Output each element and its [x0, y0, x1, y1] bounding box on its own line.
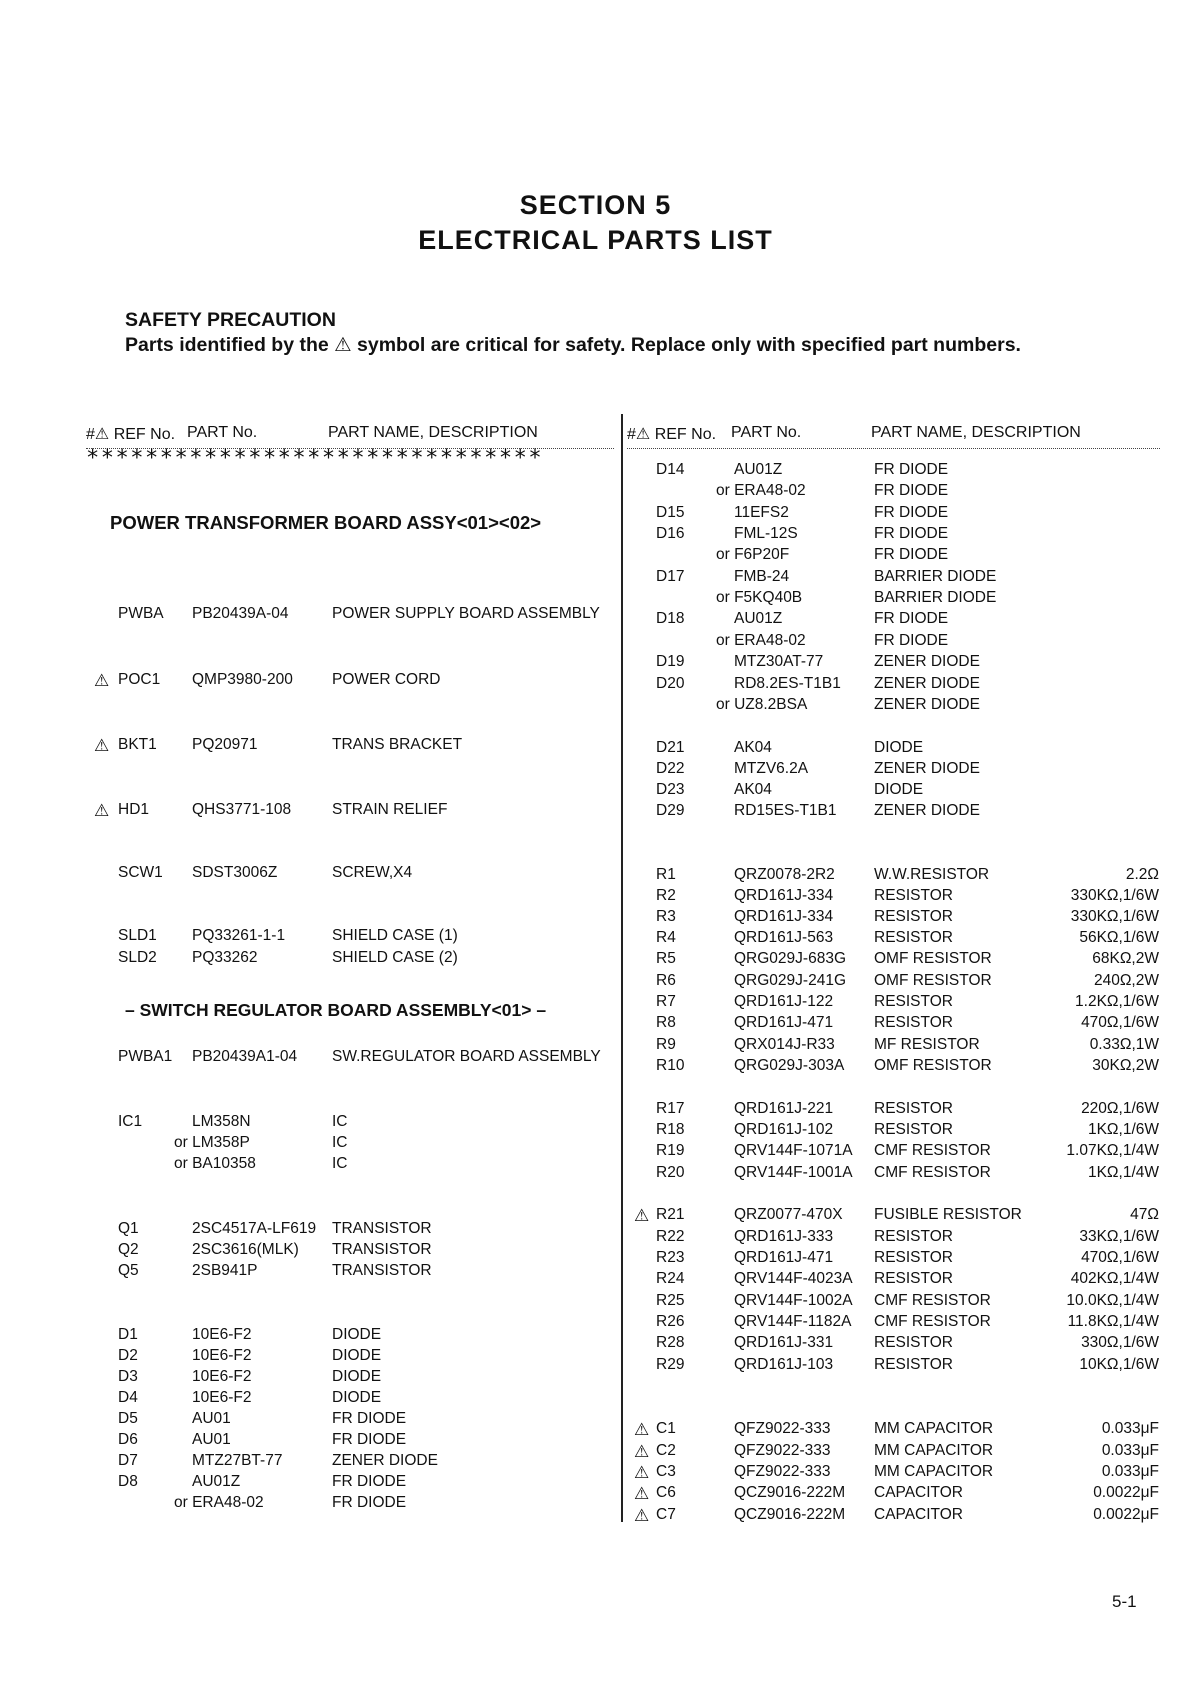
- safety-mark-icon: ⚠: [634, 1442, 650, 1461]
- part-number: or BA10358: [174, 1155, 256, 1172]
- part-description: FR DIODE: [874, 546, 949, 563]
- ref-number: R18: [656, 1121, 685, 1138]
- part-description: FR DIODE: [874, 504, 949, 521]
- part-number: or ERA48-02: [174, 1494, 264, 1511]
- ref-number: C6: [656, 1484, 676, 1501]
- ref-number: R4: [656, 929, 676, 946]
- part-description: FR DIODE: [874, 610, 949, 627]
- part-number: QRG029J-241G: [734, 972, 846, 989]
- part-description: FR DIODE: [874, 461, 949, 478]
- part-description: SCREW,X4: [332, 864, 413, 881]
- ref-number: D20: [656, 675, 685, 692]
- part-number: 2SC4517A-LF619: [192, 1220, 317, 1237]
- ref-number: C7: [656, 1506, 676, 1523]
- part-value: 470Ω,1/6W: [1081, 1014, 1159, 1031]
- part-value: 330KΩ,1/6W: [1070, 908, 1159, 925]
- part-description: FR DIODE: [874, 482, 949, 499]
- part-description: STRAIN RELIEF: [332, 801, 448, 818]
- part-description: CMF RESISTOR: [874, 1164, 991, 1181]
- part-number: QFZ9022-333: [734, 1463, 831, 1480]
- col-desc-header: PART NAME, DESCRIPTION: [871, 424, 1081, 441]
- part-number: QFZ9022-333: [734, 1420, 831, 1437]
- part-number: QRD161J-563: [734, 929, 834, 946]
- part-value: 470Ω,1/6W: [1081, 1249, 1159, 1266]
- ref-number: R9: [656, 1036, 676, 1053]
- part-description: BARRIER DIODE: [874, 568, 997, 585]
- table-row: [634, 739, 1159, 760]
- table-row: [634, 568, 1159, 589]
- part-value: 0.0022μF: [1093, 1484, 1159, 1501]
- ref-number: Q5: [118, 1262, 139, 1279]
- part-description: SHIELD CASE (2): [332, 949, 458, 966]
- table-row: [634, 908, 1159, 929]
- part-number: QRZ0078-2R2: [734, 866, 835, 883]
- safety-mark-icon: ⚠: [634, 1506, 650, 1525]
- ref-number: Q1: [118, 1220, 139, 1237]
- part-description: DIODE: [332, 1368, 382, 1385]
- part-value: 11.8KΩ,1/4W: [1067, 1313, 1159, 1330]
- ref-number: Q2: [118, 1241, 139, 1258]
- table-row: [634, 866, 1159, 887]
- table-row: [634, 887, 1159, 908]
- ref-number: D2: [118, 1347, 138, 1364]
- safety-mark-icon: ⚠: [634, 1206, 650, 1225]
- table-row: [634, 1270, 1159, 1291]
- part-number: PQ20971: [192, 736, 258, 753]
- table-row: [634, 461, 1159, 482]
- ref-number: D22: [656, 760, 685, 777]
- subsection-title: – SWITCH REGULATOR BOARD ASSEMBLY<01> –: [125, 1000, 547, 1020]
- part-description: TRANS BRACKET: [332, 736, 463, 753]
- part-description: FR DIODE: [874, 525, 949, 542]
- table-row: [634, 1228, 1159, 1249]
- part-number: or ERA48-02: [716, 482, 806, 499]
- part-value: 1KΩ,1/4W: [1087, 1164, 1159, 1181]
- part-value: 330KΩ,1/6W: [1070, 887, 1159, 904]
- part-number: FMB-24: [734, 568, 790, 585]
- ref-number: R22: [656, 1228, 685, 1245]
- part-description: MM CAPACITOR: [874, 1463, 994, 1480]
- part-number: SDST3006Z: [192, 864, 278, 881]
- part-description: FR DIODE: [332, 1410, 407, 1427]
- table-row: [634, 1442, 1159, 1463]
- ref-number: D19: [656, 653, 685, 670]
- ref-number: POC1: [118, 671, 161, 688]
- ref-number: D6: [118, 1431, 138, 1448]
- ref-number: R29: [656, 1356, 685, 1373]
- part-value: 68KΩ,2W: [1092, 950, 1159, 967]
- part-number: 2SC3616(MLK): [192, 1241, 299, 1258]
- part-number: QRV144F-1182A: [734, 1313, 852, 1330]
- part-description: RESISTOR: [874, 929, 953, 946]
- part-value: 330Ω,1/6W: [1081, 1334, 1159, 1351]
- part-number: PB20439A1-04: [192, 1048, 298, 1065]
- safety-mark-icon: ⚠: [94, 671, 110, 690]
- page-title: ELECTRICAL PARTS LIST: [418, 225, 773, 255]
- col-ref-header: #⚠ REF No.: [86, 426, 176, 443]
- part-description: CAPACITOR: [874, 1506, 963, 1523]
- table-row: [634, 781, 1159, 802]
- part-number: 10E6-F2: [192, 1368, 252, 1385]
- part-description: ZENER DIODE: [874, 675, 980, 692]
- ref-number: R28: [656, 1334, 685, 1351]
- part-value: 47Ω: [1130, 1206, 1159, 1223]
- ref-number: IC1: [118, 1113, 143, 1130]
- table-row: [634, 482, 1159, 503]
- table-row: [634, 1121, 1159, 1142]
- part-description: POWER CORD: [332, 671, 441, 688]
- part-number: PB20439A-04: [192, 605, 289, 622]
- part-number: AU01: [192, 1410, 231, 1427]
- part-number: AU01Z: [192, 1473, 241, 1490]
- part-number: LM358N: [192, 1113, 251, 1130]
- table-row: [634, 929, 1159, 950]
- part-number: RD15ES-T1B1: [734, 802, 837, 819]
- part-number: or LM358P: [174, 1134, 250, 1151]
- part-number: QRD161J-471: [734, 1249, 834, 1266]
- ref-number: R8: [656, 1014, 676, 1031]
- ref-number: D4: [118, 1389, 138, 1406]
- part-number: AU01Z: [734, 461, 783, 478]
- table-row: [634, 1420, 1159, 1441]
- part-number: MTZ27BT-77: [192, 1452, 283, 1469]
- part-description: CMF RESISTOR: [874, 1142, 991, 1159]
- part-number: FML-12S: [734, 525, 798, 542]
- part-value: 2.2Ω: [1125, 866, 1159, 883]
- part-description: CAPACITOR: [874, 1484, 963, 1501]
- ref-number: R21: [656, 1206, 685, 1223]
- part-number: AU01Z: [734, 610, 783, 627]
- table-row: [634, 972, 1159, 993]
- part-value: 402KΩ,1/4W: [1070, 1270, 1159, 1287]
- part-description: DIODE: [332, 1389, 382, 1406]
- ref-number: R1: [656, 866, 676, 883]
- part-description: DIODE: [332, 1326, 382, 1343]
- part-value: 240Ω,2W: [1093, 972, 1159, 989]
- ref-number: D18: [656, 610, 685, 627]
- part-value: 1KΩ,1/6W: [1087, 1121, 1159, 1138]
- part-description: OMF RESISTOR: [874, 972, 992, 989]
- part-description: IC: [332, 1155, 348, 1172]
- part-description: TRANSISTOR: [332, 1220, 432, 1237]
- part-value: 1.2KΩ,1/6W: [1075, 993, 1159, 1010]
- part-number: or F6P20F: [716, 546, 790, 563]
- part-number: or UZ8.2BSA: [716, 696, 808, 713]
- part-description: SW.REGULATOR BOARD ASSEMBLY: [332, 1048, 601, 1065]
- ref-number: D23: [656, 781, 685, 798]
- part-description: SHIELD CASE (1): [332, 927, 458, 944]
- part-value: 33KΩ,1/6W: [1079, 1228, 1159, 1245]
- part-number: AK04: [734, 739, 772, 756]
- ref-number: SLD1: [118, 927, 157, 944]
- col-desc-header: PART NAME, DESCRIPTION: [328, 424, 538, 441]
- part-description: RESISTOR: [874, 1121, 953, 1138]
- safety-mark-icon: ⚠: [94, 736, 110, 755]
- table-row: [634, 1249, 1159, 1270]
- part-description: BARRIER DIODE: [874, 589, 997, 606]
- safety-mark-icon: ⚠: [634, 1463, 650, 1482]
- table-row: [634, 632, 1159, 653]
- part-number: QRD161J-103: [734, 1356, 834, 1373]
- ref-number: D29: [656, 802, 685, 819]
- part-description: DIODE: [874, 739, 924, 756]
- part-number: QCZ9016-222M: [734, 1484, 846, 1501]
- part-description: ZENER DIODE: [874, 802, 980, 819]
- part-number: 11EFS2: [734, 504, 789, 521]
- part-number: 10E6-F2: [192, 1326, 252, 1343]
- ref-number: D3: [118, 1368, 138, 1385]
- table-row: [634, 950, 1159, 971]
- ref-number: R25: [656, 1292, 685, 1309]
- part-number: PQ33262: [192, 949, 258, 966]
- ref-number: D8: [118, 1473, 138, 1490]
- part-number: QRV144F-4023A: [734, 1270, 853, 1287]
- safety-mark-icon: ⚠: [94, 801, 110, 820]
- part-description: TRANSISTOR: [332, 1262, 432, 1279]
- table-row: [634, 1164, 1159, 1185]
- part-number: QRD161J-334: [734, 887, 834, 904]
- part-value: 220Ω,1/6W: [1081, 1100, 1159, 1117]
- part-number: MTZ30AT-77: [734, 653, 824, 670]
- part-number: QRX014J-R33: [734, 1036, 835, 1053]
- ref-number: R3: [656, 908, 676, 925]
- part-number: 10E6-F2: [192, 1347, 252, 1364]
- part-description: FUSIBLE RESISTOR: [874, 1206, 1022, 1223]
- part-description: CMF RESISTOR: [874, 1292, 991, 1309]
- table-row: [634, 1463, 1159, 1484]
- ref-number: R23: [656, 1249, 685, 1266]
- ref-number: D7: [118, 1452, 138, 1469]
- part-number: QRD161J-221: [734, 1100, 834, 1117]
- part-number: 10E6-F2: [192, 1389, 252, 1406]
- part-number: RD8.2ES-T1B1: [734, 675, 841, 692]
- part-description: MF RESISTOR: [874, 1036, 980, 1053]
- ref-number: D5: [118, 1410, 138, 1427]
- part-number: QCZ9016-222M: [734, 1506, 846, 1523]
- part-number: QHS3771-108: [192, 801, 292, 818]
- ref-number: R7: [656, 993, 676, 1010]
- ref-number: R19: [656, 1142, 685, 1159]
- ref-number: D21: [656, 739, 685, 756]
- part-description: FR DIODE: [332, 1431, 407, 1448]
- ref-number: SLD2: [118, 949, 157, 966]
- part-description: FR DIODE: [874, 632, 949, 649]
- part-description: OMF RESISTOR: [874, 1057, 992, 1074]
- part-description: DIODE: [874, 781, 924, 798]
- part-description: RESISTOR: [874, 1270, 953, 1287]
- part-description: MM CAPACITOR: [874, 1420, 994, 1437]
- part-description: TRANSISTOR: [332, 1241, 432, 1258]
- part-value: 0.033μF: [1101, 1420, 1159, 1437]
- part-description: IC: [332, 1134, 348, 1151]
- ref-number: R2: [656, 887, 676, 904]
- section-title: POWER TRANSFORMER BOARD ASSY<01><02>: [110, 512, 542, 533]
- col-part-header: PART No.: [731, 424, 802, 441]
- part-description: RESISTOR: [874, 887, 953, 904]
- table-row: [634, 675, 1159, 696]
- safety-mark-icon: ⚠: [634, 1420, 650, 1439]
- ref-number: D17: [656, 568, 685, 585]
- part-number: AK04: [734, 781, 772, 798]
- ref-number: SCW1: [118, 864, 163, 881]
- table-row: [634, 525, 1159, 546]
- part-description: OMF RESISTOR: [874, 950, 992, 967]
- table-row: [634, 1036, 1159, 1057]
- ref-number: BKT1: [118, 736, 157, 753]
- table-row: [634, 1292, 1159, 1313]
- part-value: 10.0KΩ,1/4W: [1066, 1292, 1159, 1309]
- part-number: QRV144F-1001A: [734, 1164, 853, 1181]
- page-number: 5-1: [1112, 1592, 1137, 1611]
- table-row: [634, 1334, 1159, 1355]
- part-description: RESISTOR: [874, 1356, 953, 1373]
- part-number: QRD161J-334: [734, 908, 834, 925]
- part-number: or F5KQ40B: [716, 589, 803, 606]
- safety-mark-icon: ⚠: [634, 1484, 650, 1503]
- part-description: ZENER DIODE: [874, 760, 980, 777]
- part-number: QFZ9022-333: [734, 1442, 831, 1459]
- ref-number: PWBA1: [118, 1048, 173, 1065]
- part-number: QRV144F-1071A: [734, 1142, 853, 1159]
- safety-text: Parts identified by the ⚠ symbol are critical for safety. Replace only with specified part numbers.: [125, 334, 1021, 356]
- part-value: 56KΩ,1/6W: [1079, 929, 1159, 946]
- part-number: QMP3980-200: [192, 671, 293, 688]
- part-description: DIODE: [332, 1347, 382, 1364]
- part-number: QRD161J-102: [734, 1121, 834, 1138]
- part-value: 0.33Ω,1W: [1089, 1036, 1159, 1053]
- part-description: ZENER DIODE: [874, 653, 980, 670]
- part-description: RESISTOR: [874, 1334, 953, 1351]
- table-row: [634, 1014, 1159, 1035]
- table-row: [634, 993, 1159, 1014]
- ref-number: C2: [656, 1442, 676, 1459]
- col-ref-header: #⚠ REF No.: [627, 426, 717, 443]
- table-row: [634, 504, 1159, 525]
- part-description: RESISTOR: [874, 1014, 953, 1031]
- table-row: [634, 1142, 1159, 1163]
- ref-number: R5: [656, 950, 676, 967]
- table-row: [634, 1100, 1159, 1121]
- part-description: FR DIODE: [332, 1494, 407, 1511]
- table-row: [634, 696, 1159, 717]
- ref-number: D1: [118, 1326, 138, 1343]
- part-number: QRD161J-331: [734, 1334, 834, 1351]
- part-value: 10KΩ,1/6W: [1079, 1356, 1159, 1373]
- table-row: [634, 1313, 1159, 1334]
- ref-number: R26: [656, 1313, 685, 1330]
- part-number: PQ33261-1-1: [192, 927, 286, 944]
- col-part-header: PART No.: [187, 424, 258, 441]
- part-value: 30KΩ,2W: [1092, 1057, 1159, 1074]
- ref-number: C3: [656, 1463, 676, 1480]
- part-description: ZENER DIODE: [874, 696, 980, 713]
- table-row: [634, 546, 1159, 567]
- ref-number: D15: [656, 504, 685, 521]
- part-description: RESISTOR: [874, 1228, 953, 1245]
- part-description: POWER SUPPLY BOARD ASSEMBLY: [332, 605, 600, 622]
- asterisk-separator: *******************************: [86, 446, 544, 471]
- part-number: AU01: [192, 1431, 231, 1448]
- table-row: [634, 1356, 1159, 1377]
- ref-number: C1: [656, 1420, 676, 1437]
- part-number: 2SB941P: [192, 1262, 258, 1279]
- right-column-header: [627, 424, 1160, 449]
- part-description: MM CAPACITOR: [874, 1442, 994, 1459]
- table-row: [634, 1206, 1159, 1227]
- ref-number: PWBA: [118, 605, 164, 622]
- part-description: CMF RESISTOR: [874, 1313, 991, 1330]
- ref-number: R24: [656, 1270, 685, 1287]
- table-row: [634, 802, 1159, 823]
- part-number: or ERA48-02: [716, 632, 806, 649]
- part-description: RESISTOR: [874, 1249, 953, 1266]
- part-number: QRG029J-303A: [734, 1057, 845, 1074]
- part-description: RESISTOR: [874, 1100, 953, 1117]
- column-divider: [621, 414, 623, 1522]
- ref-number: R17: [656, 1100, 685, 1117]
- part-value: 0.0022μF: [1093, 1506, 1159, 1523]
- section-number: SECTION 5: [519, 190, 672, 220]
- part-number: QRZ0077-470X: [734, 1206, 843, 1223]
- ref-number: HD1: [118, 801, 150, 818]
- table-row: [634, 653, 1159, 674]
- part-description: IC: [332, 1113, 348, 1130]
- part-number: QRV144F-1002A: [734, 1292, 853, 1309]
- table-row: [634, 760, 1159, 781]
- part-number: QRD161J-471: [734, 1014, 834, 1031]
- part-number: QRG029J-683G: [734, 950, 846, 967]
- part-description: RESISTOR: [874, 993, 953, 1010]
- ref-number: R10: [656, 1057, 685, 1074]
- table-row: [634, 1057, 1159, 1078]
- table-row: [634, 1484, 1159, 1505]
- part-number: QRD161J-122: [734, 993, 834, 1010]
- part-description: ZENER DIODE: [332, 1452, 438, 1469]
- part-number: QRD161J-333: [734, 1228, 834, 1245]
- ref-number: R6: [656, 972, 676, 989]
- part-description: W.W.RESISTOR: [874, 866, 990, 883]
- table-row: [634, 1506, 1159, 1527]
- part-value: 0.033μF: [1101, 1463, 1159, 1480]
- safety-heading: SAFETY PRECAUTION: [125, 309, 336, 331]
- table-row: [634, 589, 1159, 610]
- table-row: [634, 610, 1159, 631]
- part-value: 0.033μF: [1101, 1442, 1159, 1459]
- ref-number: D16: [656, 525, 685, 542]
- ref-number: R20: [656, 1164, 685, 1181]
- part-value: 1.07KΩ,1/4W: [1066, 1142, 1159, 1159]
- part-description: FR DIODE: [332, 1473, 407, 1490]
- part-number: MTZV6.2A: [734, 760, 809, 777]
- ref-number: D14: [656, 461, 685, 478]
- part-description: RESISTOR: [874, 908, 953, 925]
